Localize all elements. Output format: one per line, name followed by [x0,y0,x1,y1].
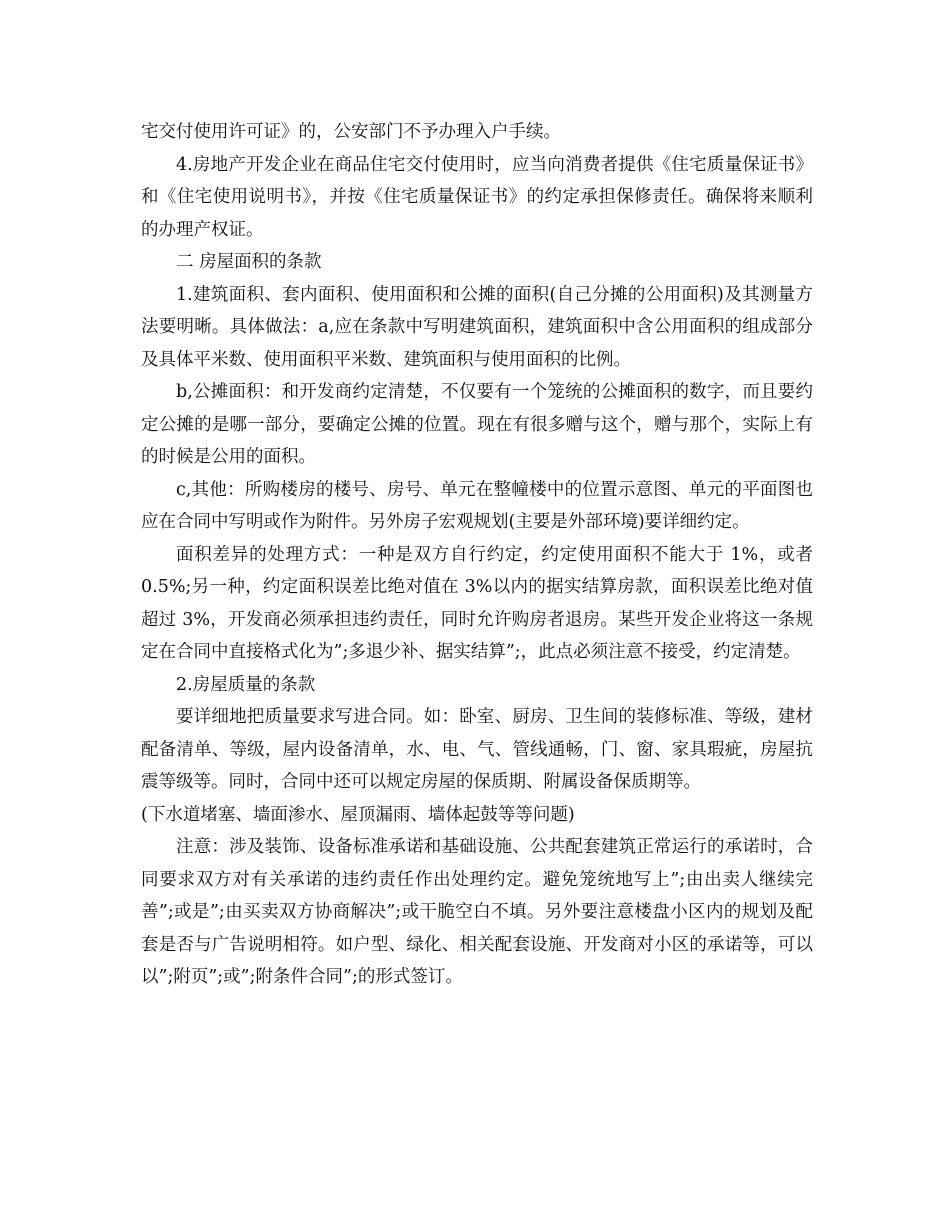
paragraph-item-4: 4.房地产开发企业在商品住宅交付使用时，应当向消费者提供《住宅质量保证书》和《住宅使用说明书》，并按《住宅质量保证书》的约定承担保修责任。确保将来顺利的办理产权证。 [141,154,813,240]
paragraph-area-difference: 面积差异的处理方式：一种是双方自行约定，约定使用面积不能大于 1%，或者 0.5%;另一种，约定面积误差比绝对值在 3%以内的据实结算房款，面积误差比绝对值超过 3%，开发商必须承担违约责任，同时允许购房者退房。某些开发企业将这一条规定在合同中直接格式化为”;多退少补、据实结算”;，此点必须注意不接受，约定清楚。 [141,544,813,662]
paragraph-item-c: c,其他：所购楼房的楼号、房号、单元在整幢楼中的位置示意图、单元的平面图也应在合同中写明或作为附件。另外房子宏观规划(主要是外部环境)要详细约定。 [141,479,813,532]
section-heading-quality: 2.房屋质量的条款 [176,674,316,695]
paragraph-quality-issues: (下水道堵塞、墙面渗水、屋顶漏雨、墙体起鼓等等问题) [141,804,575,825]
paragraph-continuation: 宅交付使用许可证》的，公安部门不予办理入户手续。 [141,122,561,142]
document-body [141,116,813,994]
paragraph-notice: 注意：涉及装饰、设备标准承诺和基础设施、公共配套建筑正常运行的承诺时，合同要求双方对有关承诺的违约责任作出处理约定。避免笼统地写上”;由出卖人继续完善”;或是”;由买卖双方协商解决”;或干脆空白不填。另外要注意楼盘小区内的规划及配套是否与广告说明相符。如户型、绿化、相关配套设施、开发商对小区的承诺等，可以以”;附页”;或”;附条件合同”;的形式签订。 [141,837,813,987]
paragraph-quality-details: 要详细地把质量要求写进合同。如：卧室、厨房、卫生间的装修标准、等级，建材配备清单、等级，屋内设备清单，水、电、气、管线通畅，门、窗、家具瑕疵，房屋抗震等级等。同时，合同中还可以规定房屋的保质期、附属设备保质期等。 [141,707,813,792]
section-heading-area: 二 房屋面积的条款 [176,252,322,272]
paragraph-item-b: b,公摊面积：和开发商约定清楚，不仅要有一个笼统的公摊面积的数字，而且要约定公摊的是哪一部分，要确定公摊的位置。现在有很多赠与这个，赠与那个，实际上有的时候是公用的面积。 [141,382,813,467]
paragraph-item-1: 1.建筑面积、套内面积、使用面积和公摊的面积(自己分摊的公用面积)及其测量方法要明晰。具体做法：a,应在条款中写明建筑面积，建筑面积中含公用面积的组成部分及具体平米数、使用面积平米数、建筑面积与使用面积的比例。 [141,284,813,370]
